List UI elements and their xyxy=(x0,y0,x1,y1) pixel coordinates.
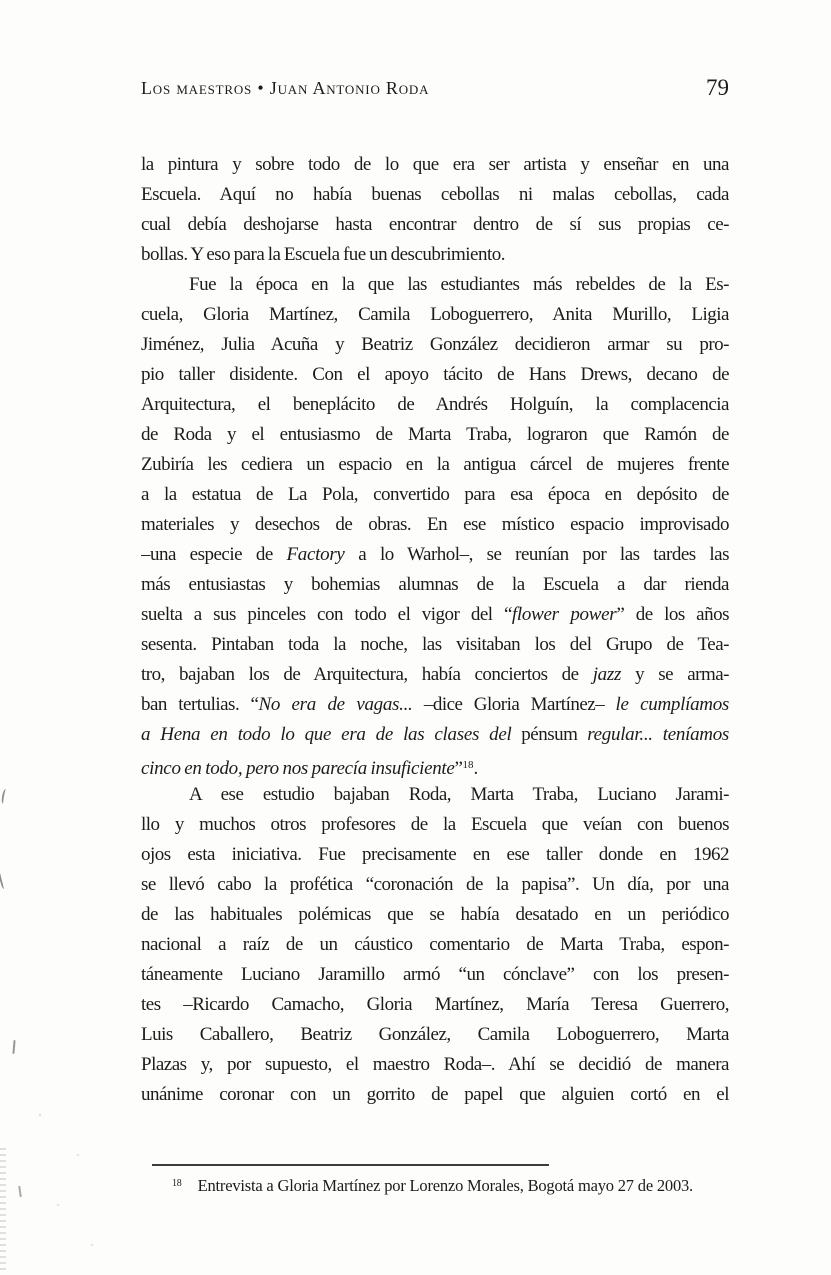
text-line: Jiménez, Julia Acuña y Beatriz González decidieron armar su pro- xyxy=(141,334,729,355)
text-line: de Roda y el entusiasmo de Marta Traba, lograron que Ramón de xyxy=(141,424,729,445)
body-text xyxy=(141,150,729,1110)
text-line: cual debía deshojarse hasta encontrar dentro de sí sus propias ce- xyxy=(141,214,729,235)
text-line: cuela, Gloria Martínez, Camila Loboguerrero, Anita Murillo, Ligia xyxy=(141,304,729,325)
text-line: Luis Caballero, Beatriz González, Camila Loboguerrero, Marta xyxy=(141,1024,729,1045)
scan-artifact xyxy=(1,789,9,805)
text-line: materiales y desechos de obras. En ese místico espacio improvisado xyxy=(141,514,729,535)
scan-artifact xyxy=(0,1148,6,1270)
scan-artifact xyxy=(0,872,7,890)
text-line: –una especie de Factory a lo Warhol–, se reunían por las tardes las xyxy=(141,544,729,565)
running-header xyxy=(141,75,729,104)
text-line: nacional a raíz de un cáustico comentario de Marta Traba, espon- xyxy=(141,934,729,955)
text-line: más entusiastas y bohemias alumnas de la Escuela a dar rienda xyxy=(141,574,729,595)
text-line: tes –Ricardo Camacho, Gloria Martínez, María Teresa Guerrero, xyxy=(141,994,729,1015)
scan-artifact xyxy=(12,1040,15,1054)
scan-artifact xyxy=(18,1186,22,1197)
footnote-text-line xyxy=(141,1172,729,1198)
text-line: de las habituales polémicas que se había desatado en un periódico xyxy=(141,904,729,925)
text-line: cinco en todo, pero nos parecía insuficiente”$^{18}$. xyxy=(141,758,478,779)
text-line: tro, bajaban los de Arquitectura, había conciertos de jazz y se arma- xyxy=(141,664,729,685)
scan-artifact xyxy=(28,1095,108,1265)
footnote-rule xyxy=(152,1164,549,1166)
text-line: A ese estudio bajaban Roda, Marta Traba, Luciano Jarami- xyxy=(189,784,729,805)
text-line: suelta a sus pinceles con todo el vigor del “flower power” de los años xyxy=(141,604,729,625)
footnote-text: Entrevista a Gloria Martínez por Lorenzo Morales, Bogotá mayo 27 de 2003. xyxy=(197,1176,693,1195)
text-line: táneamente Luciano Jaramillo armó “un cónclave” con los presen- xyxy=(141,964,729,985)
text-line: unánime coronar con un gorrito de papel que alguien cortó en el xyxy=(141,1084,729,1105)
text-line: la pintura y sobre todo de lo que era ser artista y enseñar en una xyxy=(141,154,729,175)
footnote-marker: 18 xyxy=(172,1178,182,1189)
text-line: Zubiría les cediera un espacio en la antigua cárcel de mujeres frente xyxy=(141,454,729,475)
header-title: Los maestros • Juan Antonio Roda xyxy=(141,78,430,98)
text-line: a Hena en todo lo que era de las clases del pénsum regular... teníamos xyxy=(141,724,729,745)
text-line: Fue la época en la que las estudiantes más rebeldes de la Es- xyxy=(189,274,729,295)
text-line: a la estatua de La Pola, convertido para esa época en depósito de xyxy=(141,484,729,505)
text-line: Arquitectura, el beneplácito de Andrés Holguín, la complacencia xyxy=(141,394,729,415)
text-line: se llevó cabo la profética “coronación de la papisa”. Un día, por una xyxy=(141,874,729,895)
text-line: Plazas y, por supuesto, el maestro Roda–. Ahí se decidió de manera xyxy=(141,1054,729,1075)
text-line: ban tertulias. “No era de vagas... –dice Gloria Martínez– le cumplíamos xyxy=(141,694,729,715)
text-line: Escuela. Aquí no había buenas cebollas ni malas cebollas, cada xyxy=(141,184,729,205)
text-line: pio taller disidente. Con el apoyo tácito de Hans Drews, decano de xyxy=(141,364,729,385)
text-line: bollas. Y eso para la Escuela fue un descubrimiento. xyxy=(141,244,506,265)
text-line: sesenta. Pintaban toda la noche, las visitaban los del Grupo de Tea- xyxy=(141,634,729,655)
footnote xyxy=(141,1164,729,1198)
text-line: ojos esta iniciativa. Fue precisamente en ese taller donde en 1962 xyxy=(141,844,729,865)
text-line: llo y muchos otros profesores de la Escuela que veían con buenos xyxy=(141,814,729,835)
page-number: 79 xyxy=(706,75,729,100)
